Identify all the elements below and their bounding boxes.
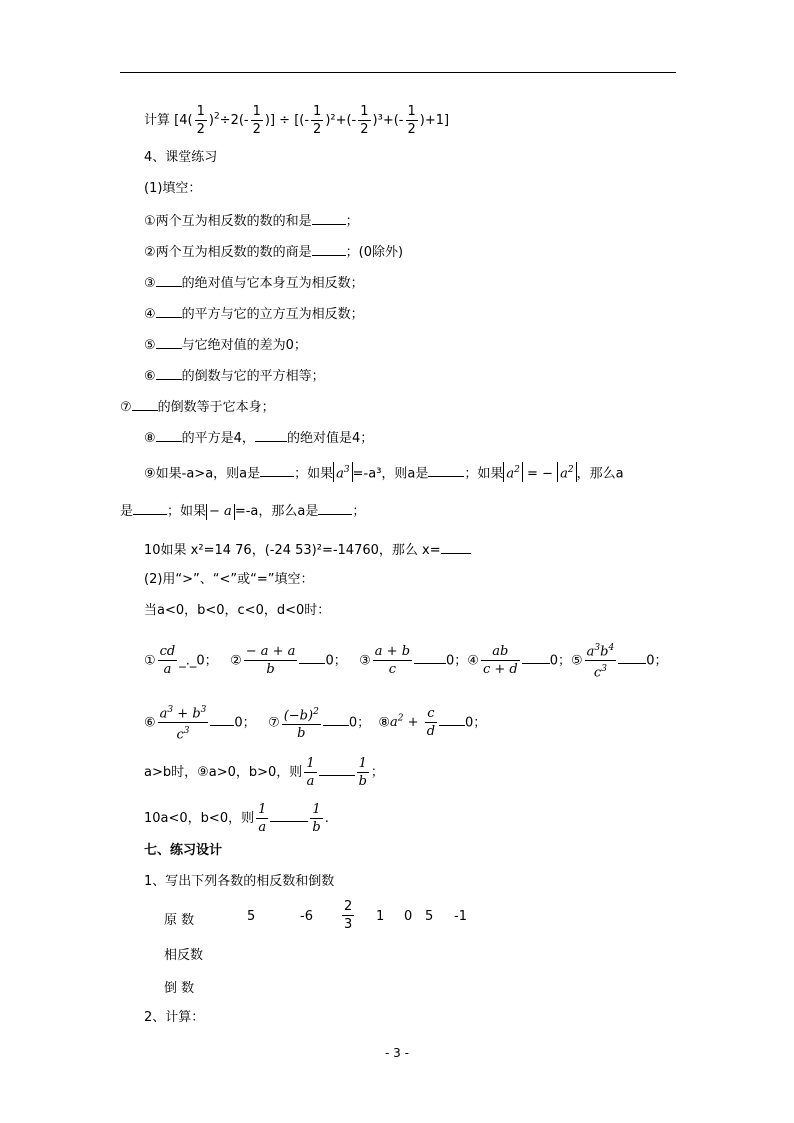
- fraction: $\frac{1}{2}$: [252, 104, 261, 137]
- compare-title: (2)用“>”、“<”或“=”填空：: [144, 572, 314, 587]
- fill-item-3: ③ 的绝对值与它本身互为相反数；: [144, 276, 364, 291]
- value-cell: 5: [425, 909, 434, 924]
- fill-item-8: ⑧ 的平方是4， 的绝对值是4；: [144, 431, 374, 446]
- q1-title: 1、写出下列各数的相反数和倒数: [144, 874, 335, 889]
- fraction: $\frac{1}{2}$: [360, 104, 369, 137]
- header-rule: [120, 72, 676, 73]
- compare-row-2: ⑥ $\frac{a^3 + b^3}{c^3}$ 0； ⑦ $\frac{(-b)^2}{b}$ 0； $⑧a^2$ + $\frac{c}{d}$ 0；: [144, 705, 487, 743]
- q2-title: 2、计算：: [144, 1010, 205, 1025]
- compare-row-10: 10a<0，b<0，则 $\frac{1}{a}$ $\frac{1}{b}$ .: [144, 802, 329, 835]
- compare-condition: 当a<0，b<0，c<0，d<0时：: [144, 603, 331, 618]
- page-number: - 3 -: [385, 1046, 409, 1060]
- compare-row-1: ① $\frac{cd}{a}$ _._0； ② $\frac{- a + a}{b}$ 0； ③ $\frac{a + b}{c}$ 0；④ $\frac{ab}{c + d}$ 0；⑤ $\frac{a^3b^4}{c^3}$ 0；: [144, 643, 668, 681]
- value-cell: -6: [300, 909, 313, 924]
- value-cell: 0: [404, 909, 413, 924]
- fill-item-1: ①两个互为相反数的数的和是 ；: [144, 214, 359, 229]
- fill-title: (1)填空：: [144, 181, 202, 196]
- fill-item-6: ⑥ 的倒数与它的平方相等；: [144, 369, 325, 384]
- fill-item-9-cont: 是 ；如果 − a =-a，那么a是 ；: [120, 504, 366, 519]
- value-cell: 5: [247, 909, 256, 924]
- fill-item-4: ④ 的平方与它的立方互为相反数；: [144, 307, 364, 322]
- value-cell: 1: [376, 909, 385, 924]
- fill-item-7: ⑦ 的倒数等于它本身；: [120, 400, 275, 415]
- section-7-title: 七、练习设计: [144, 843, 223, 858]
- compare-row-9: a>b时，⑨a>0，b>0，则 $\frac{1}{a}$ $\frac{1}{b}$ ；: [144, 756, 384, 789]
- value-cell: -1: [454, 909, 467, 924]
- fraction: $\frac{1}{2}$: [407, 104, 416, 137]
- fill-item-10: 10如果 x²=14 76，(-24 53)²=-14760，那么 x=: [144, 541, 471, 559]
- row-label-original: 原 数: [164, 913, 195, 928]
- fill-item-5: ⑤ 与它绝对值的差为0；: [144, 338, 307, 353]
- calc-expression: 计算 [4( $\frac{1}{2}$ )$^2$÷2(- $\frac{1}{2}$ )] ÷ [(- $\frac{1}{2}$ )²+(- $\frac{1}{2}$ )³+(- $\frac{1}{2}$ )+1]: [144, 104, 450, 137]
- fill-item-2: ②两个互为相反数的数的商是 ；(0除外): [144, 245, 404, 260]
- value-fraction: $\frac{2}{3}$: [344, 899, 353, 932]
- fill-item-9: ⑨如果-a>a，则a是 ；如果 $a^3 =-a^3$，则a是 ；如果 $a^2$ = − $a^2$ ，那么a: [144, 462, 624, 482]
- section-4-title: 4、课堂练习: [144, 150, 218, 165]
- row-label-opposite: 相反数: [164, 948, 204, 963]
- fraction: $\frac{1}{2}$: [196, 104, 205, 137]
- row-label-reciprocal: 倒 数: [164, 981, 195, 996]
- fraction: $\frac{1}{2}$: [313, 104, 322, 137]
- calc-label: 计算: [144, 113, 171, 128]
